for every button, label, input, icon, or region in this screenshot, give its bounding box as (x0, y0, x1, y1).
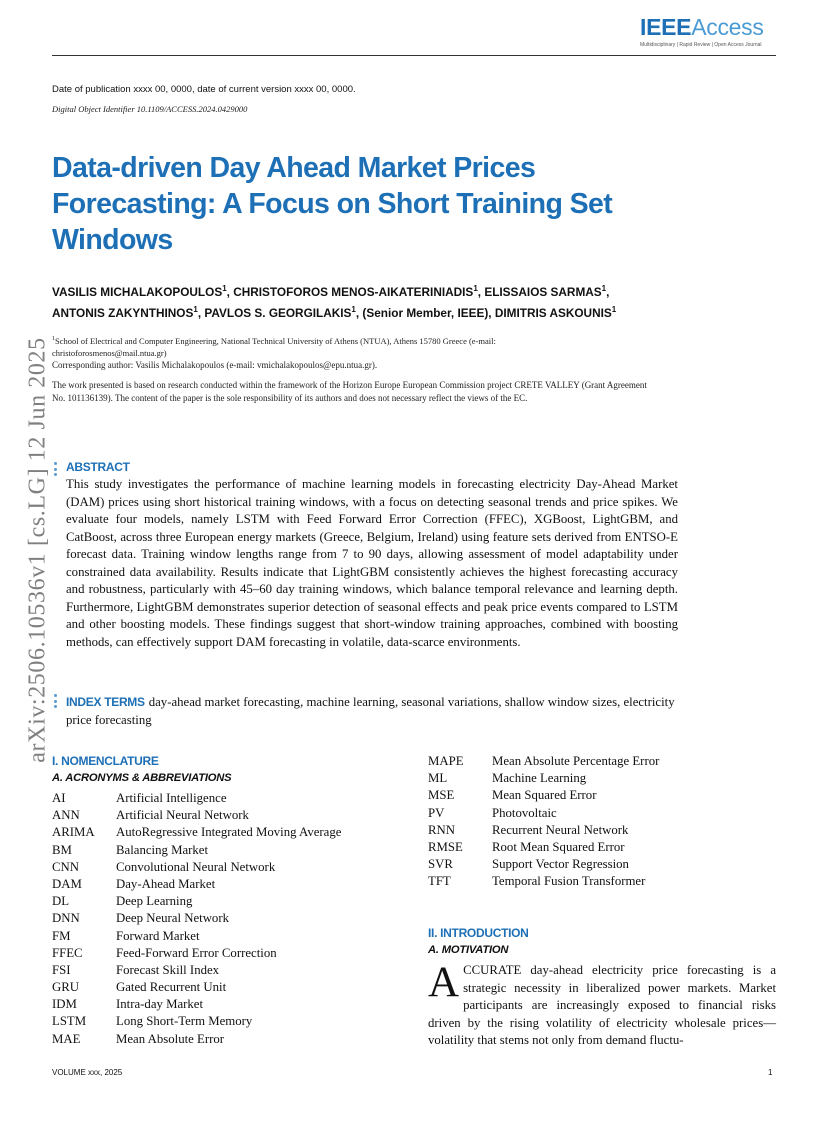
acronym-definition: Feed-Forward Error Correction (116, 945, 277, 960)
acronym-abbreviation: MAE (52, 1031, 81, 1046)
author-affiliation-mark: 1 (611, 304, 617, 314)
index-terms (66, 694, 682, 729)
affiliation-number: 1 (52, 336, 55, 342)
logo-access: Access (691, 14, 764, 40)
acronym-abbreviation: ANN (52, 808, 80, 823)
acronym-definition: Root Mean Squared Error (492, 839, 625, 854)
acronym-definition: Support Vector Regression (492, 857, 629, 872)
author-name: ANTONIS ZAKYNTHINOS (52, 305, 194, 320)
acronym-abbreviation: IDM (52, 997, 77, 1012)
introduction-paragraph: CCURATE day-ahead electricity price forecasting is a strategic necessity in liberalized power markets. Market participants are increasingly exposed to financial risks driven by the rising volatility of electricity wholesale prices—volatility that stems not only from demand fluctu- (428, 963, 776, 1047)
acronym-row (52, 824, 412, 841)
author-affiliation-mark: 1 (193, 304, 198, 314)
introduction-text (428, 959, 776, 1050)
acronym-row (428, 753, 788, 770)
acronym-list-right (428, 753, 788, 891)
funding-note: The work presented is based on research conducted within the framework of the Horizon Europe European Commission project CRETE VALLEY (Grant Agreement No. 101136139). The content of the paper is the sole responsibility of its authors and does not necessary reflect the views of the EC. (52, 380, 647, 403)
arxiv-sidebar (2, 300, 72, 800)
acronym-row (52, 876, 412, 893)
motivation-subheading: A. MOTIVATION (428, 944, 509, 956)
abstract-heading: ABSTRACT (66, 460, 130, 474)
acronym-row (52, 1013, 412, 1030)
acronym-abbreviation: DNN (52, 911, 80, 926)
acronym-abbreviation: LSTM (52, 1014, 87, 1029)
doi: Digital Object Identifier 10.1109/ACCESS.2024.0429000 (52, 104, 248, 114)
header-rule (52, 55, 776, 56)
acronym-list-left (52, 790, 412, 1048)
acronym-row (52, 790, 412, 807)
acronym-row (52, 842, 412, 859)
acronym-abbreviation: DAM (52, 876, 82, 891)
author-affiliation-mark: 1 (601, 284, 607, 293)
acronym-row (428, 856, 788, 873)
index-terms-marker-dots (54, 694, 60, 711)
acronym-row (428, 787, 788, 804)
acronym-definition: Long Short-Term Memory (116, 1014, 253, 1029)
acronym-definition: Recurrent Neural Network (492, 822, 629, 837)
logo-ieee: IEEE (640, 14, 692, 40)
acronym-row (52, 807, 412, 824)
acronym-row (52, 962, 412, 979)
author-affiliation-mark: 1 (351, 304, 356, 314)
acronym-definition: Mean Squared Error (492, 788, 597, 803)
acronym-abbreviation: PV (428, 805, 445, 820)
acronym-abbreviation: FFEC (52, 945, 83, 960)
acronym-definition: Mean Absolute Percentage Error (492, 754, 660, 768)
footer-volume: VOLUME xxx, 2025 (52, 1068, 123, 1077)
acronym-abbreviation: MAPE (428, 754, 464, 768)
author-affiliation-mark: 1 (473, 284, 478, 293)
acronym-abbreviation: AI (52, 791, 66, 805)
logo-tagline: Multidisciplinary | Rapid Review | Open Access Journal (640, 42, 762, 48)
index-terms-text: day-ahead market forecasting, machine learning, seasonal variations, shallow window sizes, electricity price forecasting (66, 695, 675, 727)
acronym-definition: Deep Neural Network (116, 911, 229, 926)
acronym-abbreviation: BM (52, 842, 72, 857)
affiliation (52, 333, 552, 359)
drop-cap: A (428, 959, 460, 1006)
acronym-abbreviation: MSE (428, 788, 455, 803)
paper-title: Data-driven Day Ahead Market Prices Forecasting: A Focus on Short Training Set Windows (52, 152, 613, 256)
acronym-definition: Deep Learning (116, 894, 193, 909)
abstract-text: This study investigates the performance of machine learning models in forecasting electricity Day-Ahead Market (DAM) prices using short historical training windows, with a focus on detecting seasonal trends and price spikes. We evaluate four models, namely LSTM with Feed Forward Error Correction (FFEC), XGBoost, LightGBM, and CatBoost, across three European energy markets (Greece, Belgium, Ireland) using feature sets derived from ENTSO-E forecast data. Training window lengths range from 7 to 90 days, allowing assessment of model adaptability under constrained data availability. Results indicate that LightGBM consistently achieves the highest forecasting accuracy and robustness, particularly with 45–60 day training windows, which balance temporal relevance and learning depth. Furthermore, LightGBM demonstrates superior detection of seasonal effects and peak price events compared to LSTM and other boosting models. These findings suggest that short-window training approaches, combined with boosting methods, can effectively support DAM forecasting in volatile, data-scarce environments. (66, 477, 678, 649)
corresponding-author: Corresponding author: Vasilis Michalakopoulos (e-mail: vmichalakopoulos@epu.ntua.gr). (52, 360, 378, 370)
acronym-definition: Day-Ahead Market (116, 876, 216, 891)
arxiv-id: arXiv:2506.10536v1 [cs.LG] 12 Jun 2025 (24, 337, 51, 763)
acronym-definition: Gated Recurrent Unit (116, 980, 227, 995)
author-affiliation-mark: 1 (222, 284, 227, 293)
acronym-definition: Mean Absolute Error (116, 1031, 225, 1046)
page-number: 1 (768, 1068, 773, 1077)
acronym-definition: Forecast Skill Index (116, 962, 220, 977)
abstract-marker-dots (54, 462, 60, 479)
acronym-abbreviation: RMSE (428, 839, 463, 854)
index-terms-heading: INDEX TERMS (66, 695, 145, 709)
acronym-abbreviation: SVR (428, 857, 453, 872)
acronym-definition: Convolutional Neural Network (116, 859, 276, 874)
acronym-definition: Balancing Market (116, 842, 209, 857)
acronym-definition: Temporal Fusion Transformer (492, 874, 646, 889)
acronym-definition: Forward Market (116, 928, 200, 943)
acronym-row (52, 1031, 412, 1048)
acronym-row (52, 945, 412, 962)
acronym-row (428, 822, 788, 839)
acronym-row (428, 805, 788, 822)
acronym-abbreviation: DL (52, 894, 70, 909)
author-name: DIMITRIS ASKOUNIS (494, 305, 612, 320)
acronym-row (428, 770, 788, 787)
acronym-row (52, 910, 412, 927)
author-name: PAVLOS S. GEORGILAKIS (204, 305, 352, 320)
acronym-abbreviation: CNN (52, 859, 80, 874)
author-name: ELISSAIOS SARMAS (484, 284, 602, 299)
acronym-row (52, 996, 412, 1013)
acronym-abbreviation: TFT (428, 874, 451, 889)
acronym-row (52, 979, 412, 996)
acronym-abbreviation: ML (428, 771, 448, 786)
author-name: CHRISTOFOROS MENOS-AIKATERINIADIS (233, 284, 474, 299)
acronym-definition: Machine Learning (492, 771, 587, 786)
publication-date: Date of publication xxxx 00, 0000, date of current version xxxx 00, 0000. (52, 84, 356, 95)
acronym-definition: Photovoltaic (492, 805, 557, 820)
acronym-row (52, 893, 412, 910)
acronym-abbreviation: GRU (52, 980, 80, 995)
acronym-definition: Artificial Intelligence (116, 791, 227, 805)
acronym-row (52, 859, 412, 876)
introduction-heading: II. INTRODUCTION (428, 926, 529, 940)
acronym-row (52, 928, 412, 945)
author-name: VASILIS MICHALAKOPOULOS (52, 284, 223, 299)
acronym-definition: AutoRegressive Integrated Moving Average (116, 825, 342, 840)
acronym-abbreviation: ARIMA (52, 825, 95, 840)
acronym-row (428, 839, 788, 856)
affiliation-text: School of Electrical and Computer Engineering, National Technical University of Athens (NTUA), Athens 15780 Greece (e-mail: christoforosmenos@mail.ntua.gr) (52, 335, 496, 358)
ieee-access-logo (640, 14, 770, 50)
acronym-definition: Intra-day Market (116, 997, 204, 1012)
author-suffix: , (Senior Member, IEEE) (355, 305, 489, 320)
acronym-abbreviation: RNN (428, 822, 456, 837)
nomenclature-heading: I. NOMENCLATURE (52, 754, 159, 768)
author-list: VASILIS MICHALAKOPOULOS$^1$, CHRISTOFOROS MENOS-AIKATERINIADIS$^1$, ELISSAIOS SARMAS$^1$, ANTONIS ZAKYNTHINOS$^1$, PAVLOS S. GEORGILAKIS$^1$, (Senior Member, IEEE), DIMITRIS ASKOUNIS$^1$ (52, 284, 617, 320)
acronyms-subheading: A. ACRONYMS & ABBREVIATIONS (52, 772, 232, 784)
acronym-abbreviation: FM (52, 928, 71, 943)
acronym-row (428, 873, 788, 890)
acronym-definition: Artificial Neural Network (116, 808, 249, 823)
acronym-abbreviation: FSI (52, 962, 71, 977)
